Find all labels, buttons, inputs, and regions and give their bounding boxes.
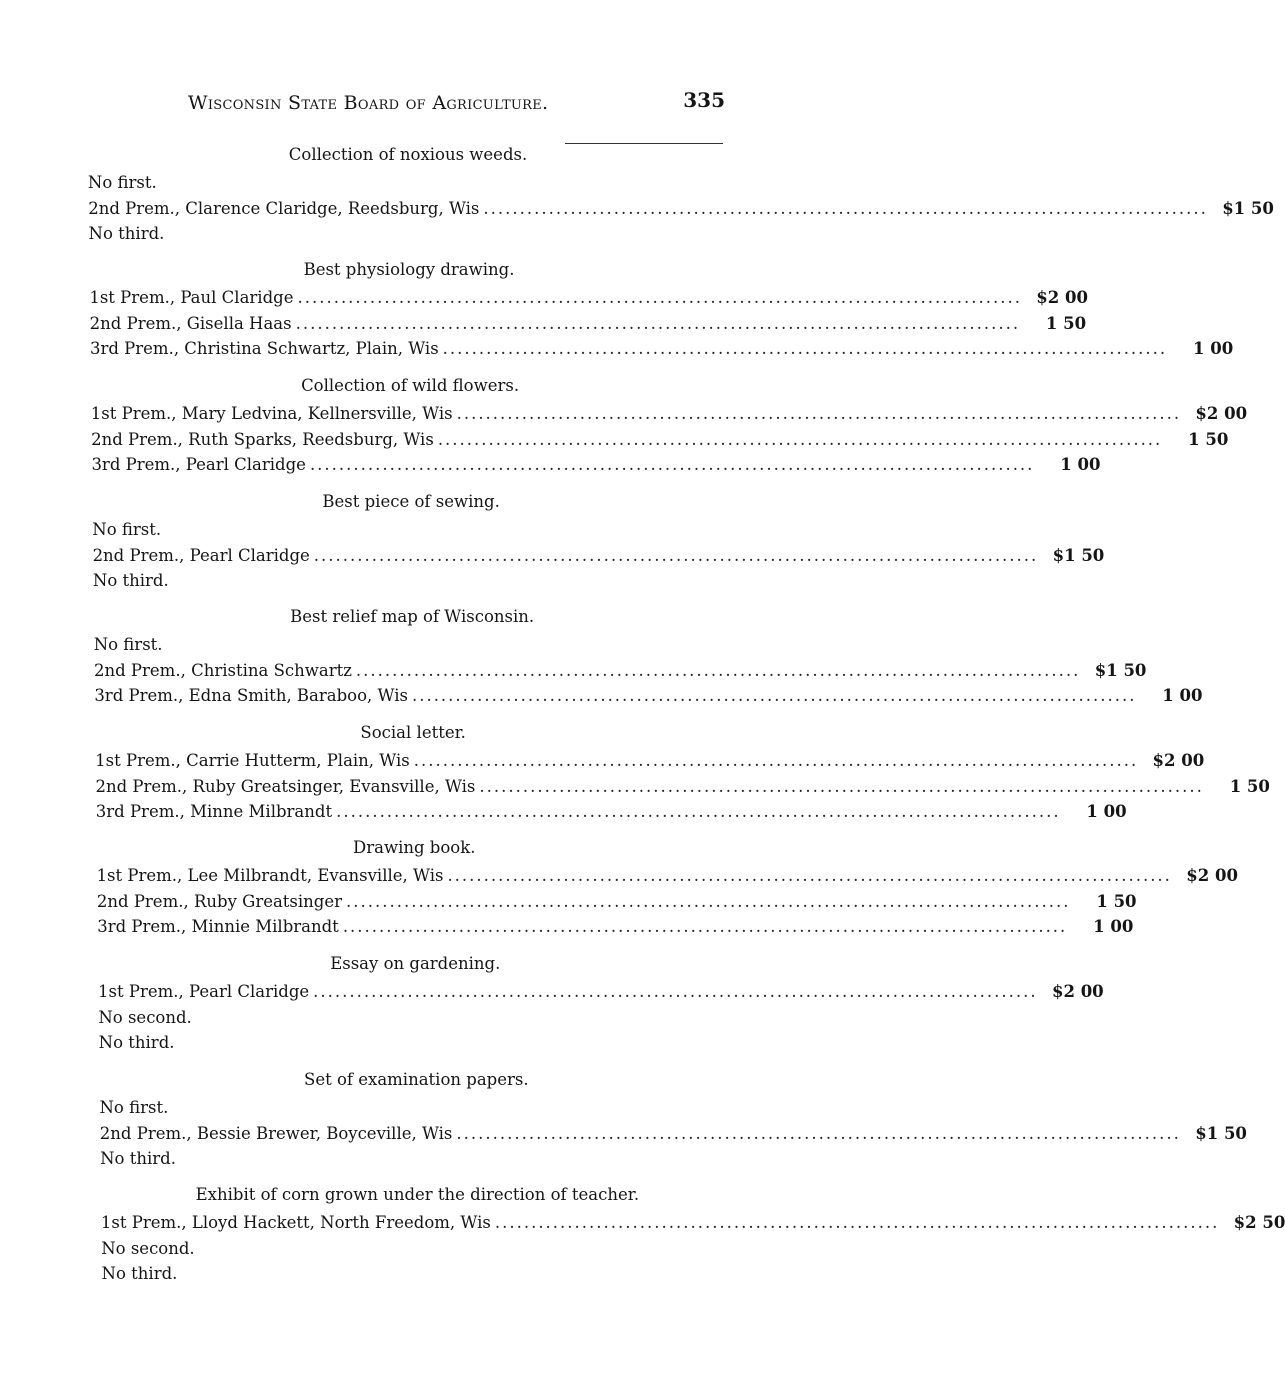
no-award-row (94, 635, 736, 657)
no-award-row (99, 1098, 739, 1120)
premium-row (94, 660, 1147, 683)
premium-row (92, 545, 1105, 568)
premium-row (89, 288, 1088, 310)
entry-text: No third. (92, 571, 169, 590)
prize-amount: $2 00 (1186, 866, 1238, 885)
prize-amount: $2 00 (1152, 751, 1205, 770)
premium-row (90, 404, 1248, 426)
premium-row (95, 802, 1127, 824)
dot-leader: .................................................................................................... (336, 802, 1061, 821)
dot-leader: .................................................................................................... (456, 1123, 1181, 1143)
entry-text: No third. (98, 1033, 175, 1052)
prize-amount: $1 50 (1052, 545, 1105, 565)
prize-amount: 1 50 (1096, 891, 1137, 911)
premium-row (91, 429, 1229, 452)
no-award-row (100, 1149, 740, 1171)
premium-row (98, 982, 1104, 1004)
prize-amount: 1 00 (1162, 686, 1203, 705)
dot-leader: .................................................................................................... (494, 1213, 1220, 1232)
section-title: Exhibit of corn grown under the direction of teacher. (195, 1185, 640, 1204)
prize-amount: 1 50 (1188, 429, 1229, 449)
section-title: Collection of wild flowers. (301, 376, 520, 395)
premium-row (95, 751, 1205, 773)
prize-amount: $2 00 (1051, 982, 1104, 1001)
section-title: Best relief map of Wisconsin. (290, 607, 535, 626)
premium-row (96, 891, 1137, 914)
entry-text: 1st Prem., Pearl Claridge (98, 982, 310, 1001)
header-rule (565, 143, 723, 144)
section-title: Best piece of sewing. (322, 492, 500, 511)
section-title: Drawing book. (353, 838, 476, 857)
entry-text: 2nd Prem., Pearl Claridge (92, 545, 310, 565)
entry-text: No second. (98, 1007, 192, 1027)
entry-text: No first. (92, 520, 162, 539)
entry-text: No third. (100, 1149, 176, 1168)
prize-amount: $1 50 (1222, 198, 1274, 218)
section-title: Set of examination papers. (304, 1070, 529, 1089)
entry-text: 2nd Prem., Ruby Greatsinger (96, 891, 343, 911)
entry-text: 2nd Prem., Bessie Brewer, Boyceville, Wis (99, 1123, 453, 1143)
premium-row (91, 455, 1101, 477)
entry-text: 3rd Prem., Minne Milbrandt (95, 802, 333, 821)
premium-row (94, 686, 1203, 708)
dot-leader: .................................................................................................... (479, 776, 1204, 796)
entry-text: No first. (87, 173, 157, 192)
entry-text: 2nd Prem., Gisella Haas (89, 313, 292, 333)
no-award-row (98, 1008, 739, 1030)
entry-text: 1st Prem., Mary Ledvina, Kellnersville, Wis (90, 404, 453, 423)
entry-text: 1st Prem., Lloyd Hackett, North Freedom, Wis (100, 1213, 491, 1232)
prize-amount: $1 50 (1094, 660, 1147, 680)
dot-leader: .................................................................................................... (313, 545, 1039, 565)
entry-text: 3rd Prem., Edna Smith, Baraboo, Wis (94, 686, 408, 705)
entry-text: 3rd Prem., Minnie Milbrandt (97, 917, 339, 936)
no-award-row (89, 224, 732, 246)
prize-amount: 1 00 (1093, 917, 1134, 936)
premium-row (95, 776, 1270, 799)
dot-leader: .................................................................................................... (355, 660, 1081, 680)
dot-leader: .................................................................................................... (413, 751, 1139, 770)
dot-leader: .................................................................................................... (295, 313, 1021, 333)
entry-text: No third. (88, 224, 165, 243)
page-header (188, 88, 733, 118)
no-award-row (102, 1264, 742, 1286)
dot-leader: .................................................................................................... (483, 198, 1208, 218)
premium-row (88, 198, 1274, 221)
no-award-row (99, 1033, 739, 1055)
entry-text: No second. (101, 1238, 195, 1258)
entry-text: 1st Prem., Carrie Hutterm, Plain, Wis (95, 751, 410, 770)
dot-leader: .................................................................................................... (442, 339, 1168, 358)
entry-text: 1st Prem., Paul Claridge (89, 288, 294, 307)
premium-row (97, 917, 1134, 939)
entry-text: 2nd Prem., Christina Schwartz (94, 660, 352, 680)
dot-leader: .................................................................................................... (309, 455, 1035, 474)
entry-text: No first. (93, 635, 163, 654)
premium-row (89, 313, 1087, 336)
dot-leader: .................................................................................................... (342, 917, 1068, 936)
section-title: Social letter. (360, 723, 466, 742)
no-award-row (93, 571, 735, 593)
prize-amount: 1 00 (1086, 802, 1127, 821)
entry-text: 2nd Prem., Ruby Greatsinger, Evansville, Wis (95, 776, 476, 796)
prize-amount: $1 50 (1195, 1123, 1247, 1143)
premium-row (89, 339, 1234, 361)
entry-text: 2nd Prem., Ruth Sparks, Reedsburg, Wis (91, 429, 434, 449)
dot-leader: .................................................................................................... (456, 404, 1182, 423)
entry-text: 3rd Prem., Pearl Claridge (91, 455, 306, 474)
dot-leader: .................................................................................................... (313, 982, 1038, 1001)
section-title: Collection of noxious weeds. (288, 145, 528, 164)
dot-leader: .................................................................................................... (297, 288, 1022, 307)
section-title: Essay on gardening. (330, 954, 501, 973)
dot-leader: .................................................................................................... (447, 866, 1172, 885)
dot-leader: .................................................................................................... (411, 686, 1137, 705)
no-award-row (101, 1239, 741, 1261)
entry-text: 1st Prem., Lee Milbrandt, Evansville, Wis (96, 866, 444, 885)
premium-row (99, 1123, 1247, 1146)
no-award-row (88, 173, 731, 195)
premium-row (100, 1213, 1285, 1235)
prize-amount: 1 00 (1192, 339, 1234, 358)
prize-amount: $2 50 (1233, 1213, 1285, 1232)
dot-leader: .................................................................................................... (437, 429, 1163, 449)
entry-text: 2nd Prem., Clarence Claridge, Reedsburg, Wis (88, 198, 480, 218)
entry-text: 3rd Prem., Christina Schwartz, Plain, Wis (89, 339, 439, 358)
prize-amount: 1 50 (1229, 776, 1270, 796)
running-title: Wisconsin State Board of Agriculture. (188, 92, 549, 114)
premium-row (96, 866, 1238, 888)
section-title: Best physiology drawing. (303, 260, 515, 279)
no-award-row (92, 520, 734, 542)
prize-amount: $2 00 (1195, 404, 1248, 423)
page-number: 335 (683, 88, 725, 112)
prize-amount: $2 00 (1036, 288, 1088, 307)
prize-amount: 1 00 (1060, 455, 1101, 474)
entry-text: No third. (101, 1264, 178, 1283)
prize-amount: 1 50 (1045, 313, 1087, 333)
entry-text: No first. (99, 1098, 169, 1117)
dot-leader: .................................................................................................... (346, 891, 1071, 911)
